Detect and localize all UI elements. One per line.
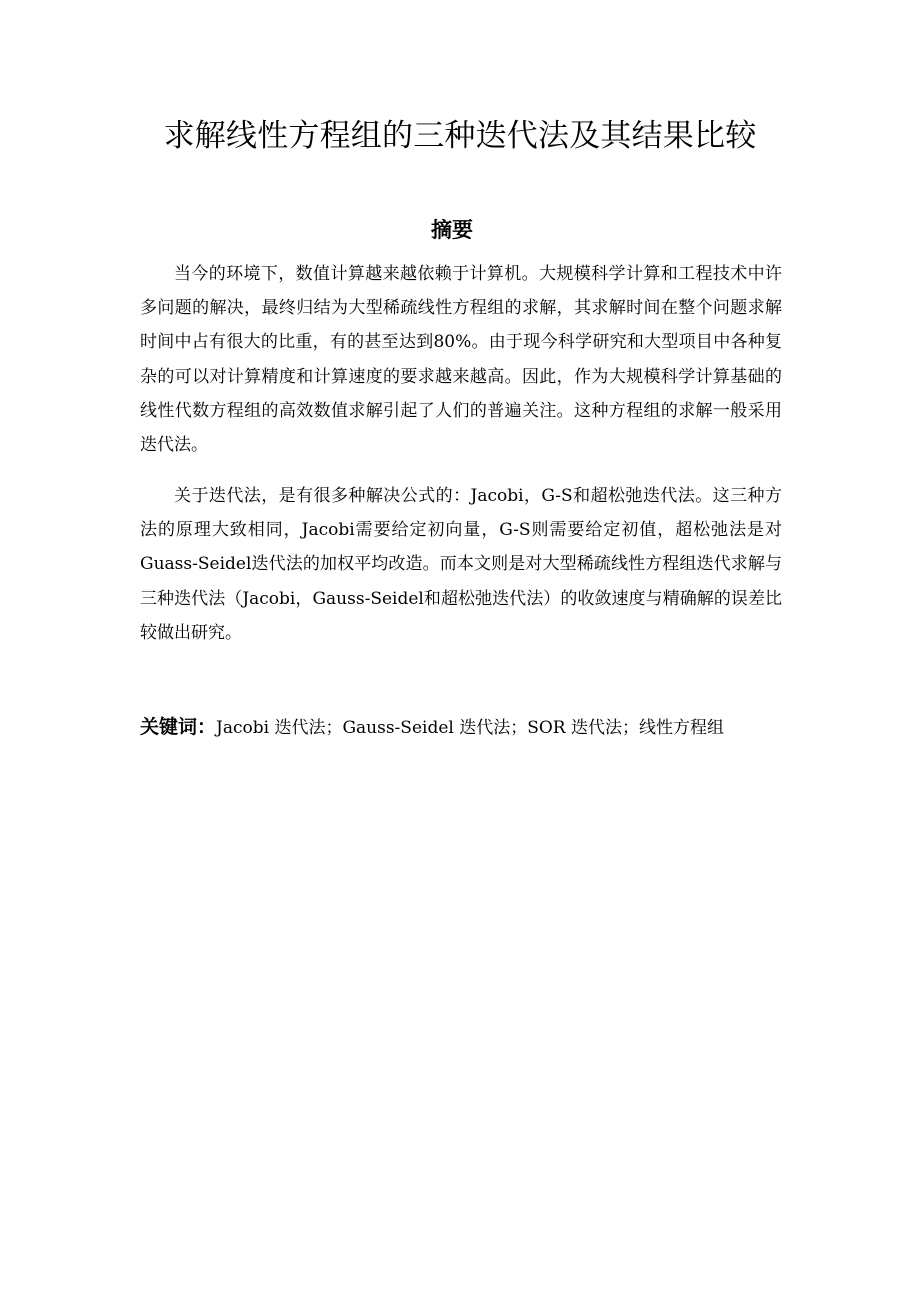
keywords-text: Jacobi 迭代法；Gauss-Seidel 迭代法；SOR 迭代法；线性方程组 (216, 718, 725, 738)
abstract-heading: 摘要 (431, 218, 473, 242)
keywords-line (140, 710, 800, 745)
document-title: 求解线性方程组的三种迭代法及其结果比较 (163, 118, 757, 154)
abstract-paragraph-1: 当今的环境下，数值计算越来越依赖于计算机。大规模科学计算和工程技术中许多问题的解决，最终归结为大型稀疏线性方程组的求解，其求解时间在整个问题求解时间中占有很大的比重，有的甚至达到80%。由于现今科学研究和大型项目中各种复杂的可以对计算精度和计算速度的要求越来越高。因此，作为大规模科学计算基础的线性代数方程组的高效数值求解引起了人们的普遍关注。这种方程组的求解一般采用迭代法。 (140, 264, 782, 456)
keywords-label: 关键词： (140, 716, 217, 738)
abstract-paragraph-2: 关于迭代法，是有很多种解决公式的：Jacobi，G-S和超松弛迭代法。这三种方法的原理大致相同，Jacobi需要给定初向量，G-S则需要给定初值，超松弛法是对Guass-Seidel迭代法的加权平均改造。而本文则是对大型稀疏线性方程组迭代求解与三种迭代法（Jacobi，Gauss-Seidel和超松弛迭代法）的收敛速度与精确解的误差比较做出研究。 (140, 486, 782, 643)
